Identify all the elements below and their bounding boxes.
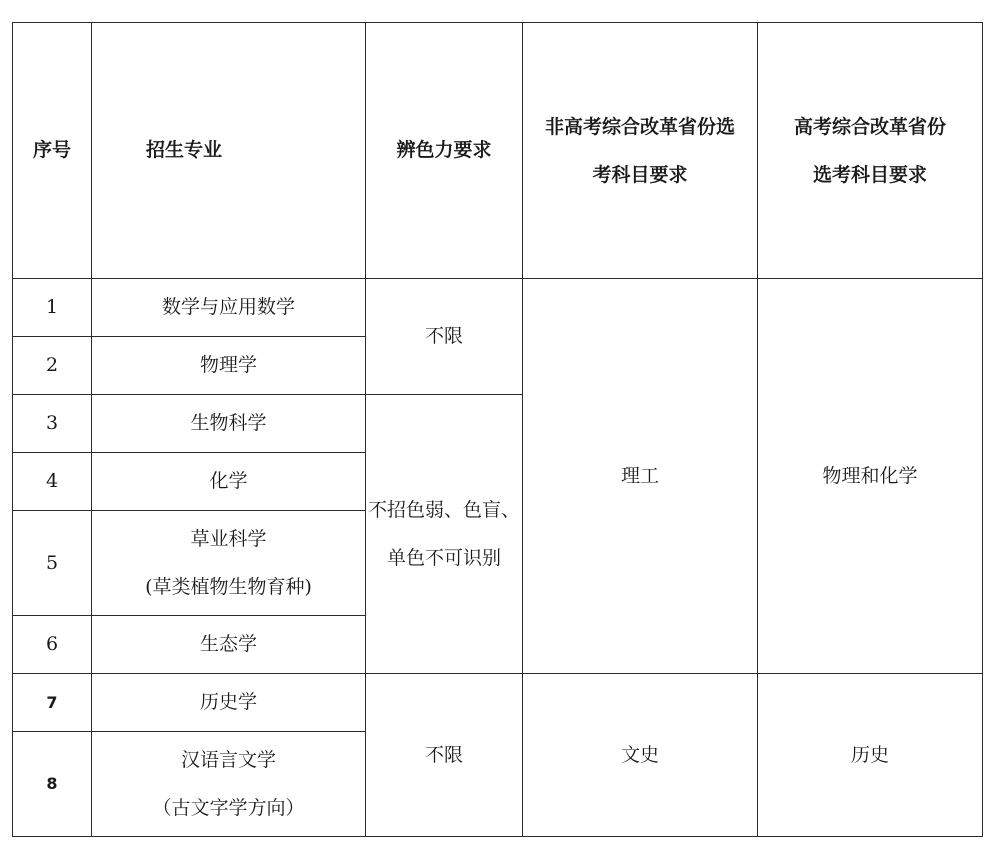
header-color-vision: 辨色力要求	[366, 23, 523, 279]
header-non-reform-subjects	[523, 23, 758, 279]
table-row	[13, 279, 983, 337]
header-non-reform-line-1: 非高考综合改革省份选	[544, 115, 735, 138]
row-index: 5	[13, 511, 92, 616]
color-vision-line-1: 不招色弱、色盲、	[367, 499, 520, 521]
row-major-line-2: （古文字学方向）	[152, 797, 305, 819]
table-row	[13, 674, 983, 732]
header-reform-line-1: 高考综合改革省份	[793, 115, 946, 138]
row-index: 2	[13, 337, 92, 395]
row-major-line-1: 汉语言文学	[180, 749, 276, 771]
row-index: 1	[13, 279, 92, 337]
header-row	[13, 23, 983, 279]
non-reform-subject-cell: 文史	[523, 674, 758, 837]
color-vision-cell: 不限	[366, 674, 523, 837]
color-vision-cell: 不限	[366, 279, 523, 395]
row-index: 6	[13, 616, 92, 674]
row-index: 8	[13, 732, 92, 837]
row-major	[92, 732, 366, 837]
row-index: 3	[13, 395, 92, 453]
header-reform-subjects	[758, 23, 983, 279]
admission-requirements-table	[12, 22, 983, 837]
header-major: 招生专业	[92, 23, 366, 279]
row-major-line-1: 草业科学	[190, 528, 267, 550]
header-index: 序号	[13, 23, 92, 279]
row-major: 生物科学	[92, 395, 366, 453]
reform-subject-cell: 物理和化学	[758, 279, 983, 674]
row-index: 4	[13, 453, 92, 511]
row-major: 历史学	[92, 674, 366, 732]
color-vision-cell	[366, 395, 523, 674]
row-index: 7	[13, 674, 92, 732]
row-major: 化学	[92, 453, 366, 511]
header-non-reform-line-2: 考科目要求	[592, 163, 688, 186]
non-reform-subject-cell: 理工	[523, 279, 758, 674]
row-major-line-2: (草类植物生物育种)	[145, 576, 312, 598]
row-major: 物理学	[92, 337, 366, 395]
color-vision-line-2: 单色不可识别	[386, 547, 501, 569]
reform-subject-cell: 历史	[758, 674, 983, 837]
header-reform-line-2: 选考科目要求	[812, 163, 927, 186]
row-major: 数学与应用数学	[92, 279, 366, 337]
row-major: 生态学	[92, 616, 366, 674]
row-major	[92, 511, 366, 616]
